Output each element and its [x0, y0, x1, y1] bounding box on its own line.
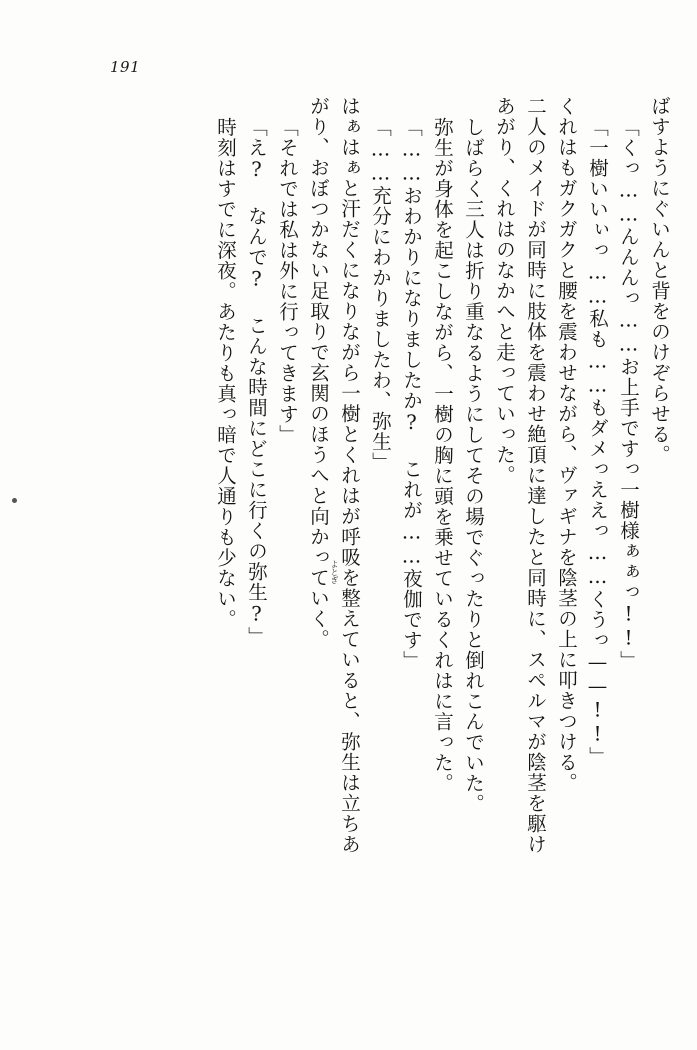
text-column: 「……おわかりになりましたか? これが……夜伽です」: [400, 117, 423, 671]
page-number: 191: [110, 58, 141, 76]
text-column: 「一樹いいぃっ……私も……もダメっええっ……くうっ——!!」: [586, 117, 609, 767]
text-column: 「……充分にわかりましたわ、弥生」: [369, 117, 392, 473]
text-column: あがり、くれはのなかへと走っていった。: [493, 96, 516, 486]
text-column: 弥生が身体を起こしながら、一樹の胸に頭を乗せているくれはに言った。: [431, 117, 454, 794]
text-column: 「くっ……んんんっ……お上手ですっ一樹様ぁぁっ!!」: [617, 117, 640, 671]
text-column: しばらく三人は折り重なるようにしてその場でぐったりと倒れこんでいた。: [462, 117, 485, 814]
text-column: がり、おぼつかない足取りで玄関のほうへと向かっていく。: [307, 96, 330, 650]
text-column: くれはもガクガクと腰を震わせながら、ヴァギナを陰茎の上に叩きつける。: [555, 96, 578, 793]
text-column: 「え? なんで? こんな時間にどこに行くの弥生?」: [245, 117, 268, 647]
text-column: 二人のメイドが同時に肢体を震わせ絶頂に達したと同時に、スペルマが陰茎を駆け: [524, 96, 547, 855]
text-column: 「それでは私は外に行ってきます」: [276, 117, 299, 445]
ruby-annotation-yotogi: よとぎ: [330, 560, 339, 584]
text-column: ばすようにぐいんと背をのけぞらせる。: [648, 96, 671, 465]
text-column: 時刻はすでに深夜。あたりも真っ暗で人通りも少ない。: [214, 117, 237, 630]
vertical-text-block: [70, 96, 669, 996]
margin-dot-mark: [12, 498, 17, 503]
text-column: はぁはぁと汗だくになりながら一樹とくれはが呼吸を整えていると、弥生は立ちあ: [338, 96, 361, 855]
